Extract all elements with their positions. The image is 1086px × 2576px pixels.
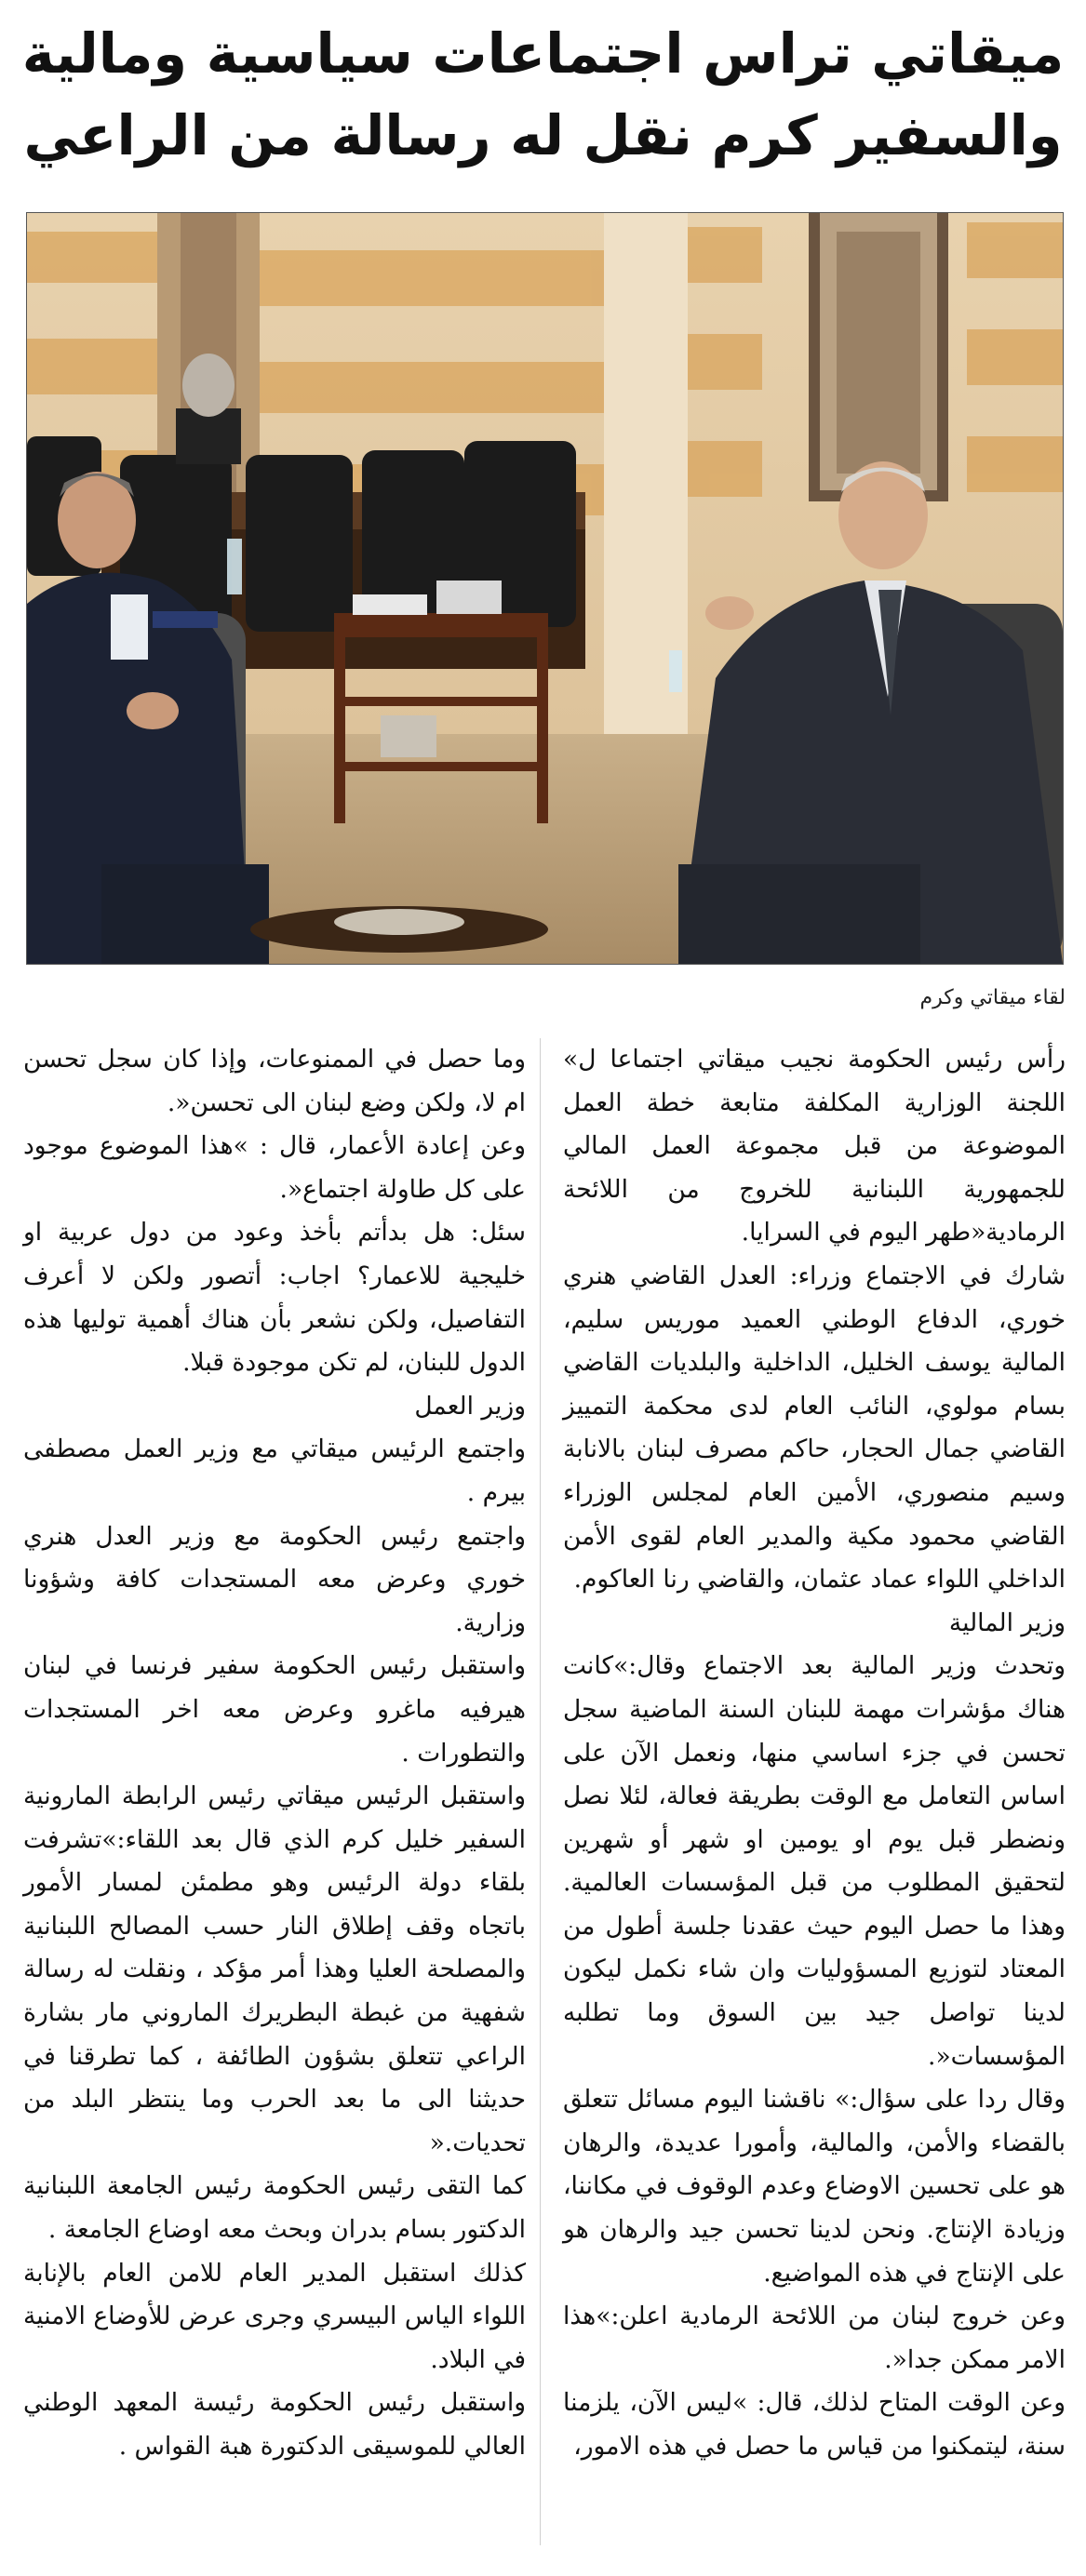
paragraph: واستقبل رئيس الحكومة رئيسة المعهد الوطني العالي للموسيقى الدكتورة هبة القواس . <box>23 2388 526 2461</box>
headline <box>19 13 1067 177</box>
paragraph: كذلك استقبل المدير العام للامن العام بالإنابة اللواء الياس البيسري وجرى عرض للأوضاع الامنية في البلاد. <box>23 2258 526 2374</box>
paragraph: وما حصل في الممنوعات، وإذا كان سجل تحسن ام لا، ولكن وضع لبنان الى تحسن«. <box>23 1045 526 1117</box>
article-photo <box>26 212 1064 965</box>
paragraph: وتحدث وزير المالية بعد الاجتماع وقال:»كانت هناك مؤشرات مهمة للبنان السنة الماضية سجل تحسن في جزء اساسي منها، ونعمل الآن على اساس التعامل مع الوقت بطريقة فعالة، لئلا نصل ونضطر قبل يوم او يومين او شهر أو شهرين لتحقيق المطلوب من قبل المؤسسات العالمية. وهذا ما حصل اليوم حيث عقدنا جلسة أطول من المعتاد لتوزيع المسؤوليات وان شاء نكمل ليكون لدينا تواصل جيد بين السوق وما تطلبه المؤسسات«. <box>563 1651 1066 2071</box>
paragraph: وعن خروج لبنان من اللائحة الرمادية اعلن:»هذا الامر ممكن جدا«. <box>563 2302 1066 2374</box>
paragraph: واستقبل رئيس الحكومة سفير فرنسا في لبنان هيرفيه ماغرو وعرض معه اخر المستجدات والتطورات . <box>23 1651 526 1768</box>
paragraph: واجتمع رئيس الحكومة مع وزير العدل هنري خوري وعرض معه المستجدات كافة وشؤونا وزارية. <box>23 1521 526 1637</box>
paragraph: واجتمع الرئيس ميقاتي مع وزير العمل مصطفى بيرم . <box>23 1435 526 1507</box>
headline-line-2: والسفير كرم نقل له رسالة من الراعي <box>23 103 1063 167</box>
paragraph: شارك في الاجتماع وزراء: العدل القاضي هنري خوري، الدفاع الوطني العميد موريس سليم، المالية يوسف الخليل، الداخلية والبلديات القاضي بسام مولوي، النائب العام لدى محكمة التمييز القاضي جمال الحجار، حاكم مصرف لبنان بالانابة وسيم منصوري، الأمين العام لمجلس الوزراء القاضي محمود مكية والمدير العام لقوى الأمن الداخلي اللواء عماد عثمان، والقاضي رنا العاكوم. <box>563 1261 1066 1595</box>
paragraph: كما التقى رئيس الحكومة رئيس الجامعة اللبنانية الدكتور بسام بدران وبحث معه اوضاع الجامعة . <box>23 2171 526 2245</box>
headline-line-1: ميقاتي تراس اجتماعات سياسية ومالية <box>21 21 1065 86</box>
column-divider <box>540 1038 541 2545</box>
paragraph: سئل: هل بدأتم بأخذ وعود من دول عربية او خليجية للاعمار؟ اجاب: أتصور ولكن لا أعرف التفاصيل، ولكن نشعر بأن هناك أهمية توليها هذه الدول للبنان، لم تكن موجودة قبلا. <box>23 1218 526 1378</box>
paragraph: واستقبل الرئيس ميقاتي رئيس الرابطة المارونية السفير خليل كرم الذي قال بعد اللقاء:»تشرفت بلقاء دولة الرئيس وهو مطمئن لمسار الأمور باتجاه وقف إطلاق النار حسب المصالح اللبنانية والمصلحة العليا وهذا أمر مؤكد ، ونقلت له رسالة شفهية من غبطة البطريرك الماروني مار بشارة الراعي تتعلق بشؤون الطائفة ، كما تطرقنا في حديثنا الى ما بعد الحرب وما ينتظر البلد من تحديات.« <box>23 1782 526 2157</box>
subheading: وزير المالية <box>948 1608 1066 1637</box>
paragraph: وعن إعادة الأعمار، قال : »هذا الموضوع موجود على كل طاولة اجتماع«. <box>23 1131 526 1204</box>
paragraph: وقال ردا على سؤال:» ناقشنا اليوم مسائل تتعلق بالقضاء والأمن، والمالية، وأمورا عديدة، والرهان هو على تحسين الاوضاع وعدم الوقوف في مكاننا، وزيادة الإنتاج. ونحن لدينا تحسن جيد والرهان هو على الإنتاج في هذه المواضيع. <box>563 2085 1066 2288</box>
body-column-right <box>563 1038 1066 2469</box>
paragraph: رأس رئيس الحكومة نجيب ميقاتي اجتماعا ل» اللجنة الوزارية المكلفة متابعة خطة العمل الموضوعة من قبل مجموعة العمل المالي للجمهورية اللبنانية للخروج من اللائحة الرمادية«طهر اليوم في السرايا. <box>563 1045 1066 1248</box>
body-column-left <box>23 1038 526 2469</box>
paragraph: وعن الوقت المتاح لذلك، قال: »ليس الآن، يلزمنا سنة، ليتمكنوا من قياس ما حصل في هذه الامور، <box>563 2388 1066 2461</box>
photo-caption: لقاء ميقاتي وكرم <box>919 986 1066 1009</box>
subheading: وزير العمل <box>414 1391 526 1421</box>
